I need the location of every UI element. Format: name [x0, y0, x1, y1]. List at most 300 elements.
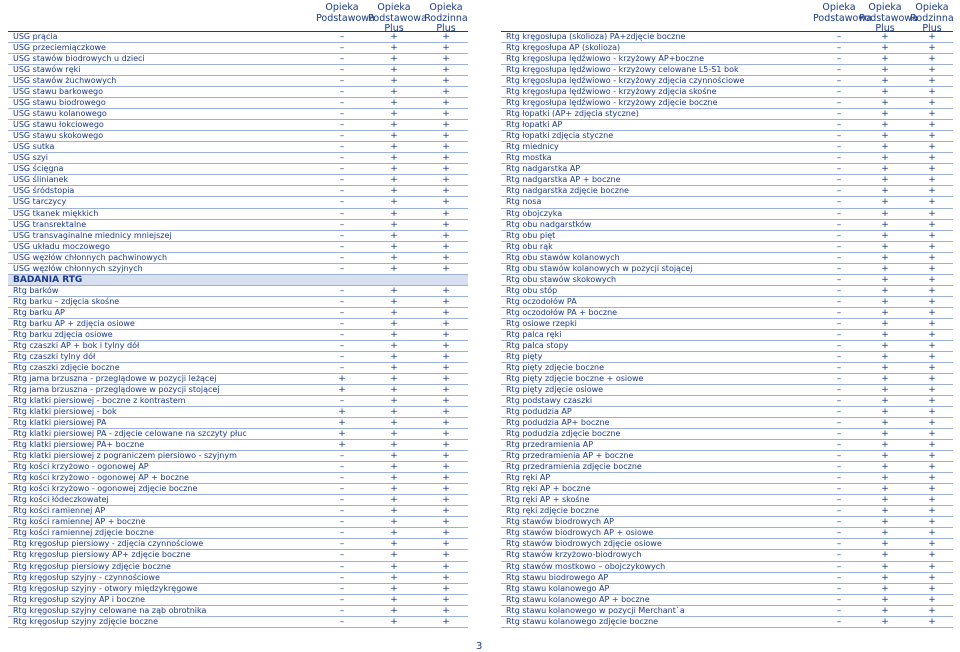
- row-label: Rtg barku AP: [13, 307, 65, 317]
- table-row: [501, 209, 953, 220]
- row-value-3: +: [442, 76, 450, 87]
- left-table-body: [8, 31, 468, 628]
- row-label: Rtg stawu kolanowego w pozycji Merchant`a: [506, 605, 685, 615]
- row-value-3: +: [442, 120, 450, 131]
- row-value-2: +: [390, 451, 398, 462]
- row-label: Rtg czaszki tylny dół: [13, 351, 96, 361]
- row-value-2: +: [390, 87, 398, 98]
- row-label: Rtg jama brzuszna - przeglądowe w pozycji stojącej: [13, 385, 220, 394]
- row-label: USG stawu barkowego: [13, 87, 103, 97]
- table-row: [8, 418, 468, 429]
- row-value-1: –: [836, 362, 842, 373]
- row-value-2: +: [390, 307, 398, 318]
- table-row: [501, 385, 953, 396]
- row-label: Rtg kręgosłup szyjny AP i boczne: [13, 594, 146, 604]
- row-value-1: –: [339, 583, 345, 594]
- row-label: Rtg łopatki (AP+ zdjęcia styczne): [506, 109, 639, 119]
- table-row: [8, 573, 468, 584]
- row-value-1: –: [836, 407, 842, 418]
- row-value-3: +: [442, 186, 450, 197]
- table-row: [8, 264, 468, 275]
- table-row: [8, 231, 468, 242]
- row-value-1: –: [836, 373, 842, 384]
- table-row: [501, 562, 953, 573]
- row-value-3: +: [442, 32, 450, 42]
- table-row: [8, 396, 468, 407]
- row-value-2: +: [390, 208, 398, 219]
- row-label: Rtg stawów mostkowo – obojczykowych: [506, 561, 666, 571]
- row-label: Rtg jama brzuszna - przeglądowe w pozycji leżącej: [13, 373, 217, 383]
- row-label: Rtg nadgarstka AP: [506, 164, 581, 174]
- table-row: [501, 539, 953, 550]
- row-value-3: +: [442, 208, 450, 219]
- row-value-1: –: [339, 396, 345, 407]
- row-value-2: +: [881, 561, 889, 572]
- row-value-2: +: [881, 65, 889, 76]
- row-value-3: +: [442, 197, 450, 208]
- table-row: [501, 308, 953, 319]
- row-value-1: –: [339, 109, 345, 120]
- table-row: [501, 396, 953, 407]
- row-value-3: +: [928, 285, 936, 296]
- row-value-2: +: [390, 605, 398, 616]
- row-value-1: –: [339, 76, 345, 87]
- table-row: [501, 440, 953, 451]
- row-value-1: –: [339, 616, 345, 627]
- right-table-body: [501, 31, 953, 628]
- table-row: [8, 209, 468, 220]
- table-row: [8, 429, 468, 440]
- table-row: [501, 98, 953, 109]
- row-value-2: +: [881, 131, 889, 142]
- header-opieka-podstawowa: Opieka Podstawowa: [316, 2, 375, 24]
- table-row: [501, 32, 953, 43]
- row-value-3: +: [928, 153, 936, 164]
- row-value-2: +: [881, 528, 889, 539]
- page-number: 3: [476, 641, 483, 652]
- table-row: [8, 197, 468, 208]
- row-value-1: –: [339, 550, 345, 561]
- row-value-2: +: [881, 418, 889, 429]
- row-value-1: –: [339, 495, 345, 506]
- table-row: [501, 242, 953, 253]
- table-row: [8, 175, 468, 186]
- table-row: [501, 275, 953, 286]
- table-row: [501, 573, 953, 584]
- row-label: Rtg mostka: [506, 153, 552, 163]
- row-value-3: +: [442, 351, 450, 362]
- row-value-2: +: [390, 164, 398, 175]
- table-row: [501, 484, 953, 495]
- row-label: Rtg barku zdjęcia osiowe: [13, 329, 113, 339]
- row-value-1: –: [339, 605, 345, 616]
- row-label: Rtg kręgosłup piersiowy - zdjęcia czynnościowe: [13, 539, 204, 549]
- row-value-3: +: [442, 263, 450, 274]
- row-value-1: –: [836, 131, 842, 142]
- row-label: Rtg barku AP + zdjęcia osiowe: [13, 318, 135, 328]
- row-label: USG ślinianek: [13, 175, 69, 185]
- row-value-1: –: [339, 219, 345, 230]
- table-row: [501, 286, 953, 297]
- row-value-3: +: [928, 539, 936, 550]
- row-value-2: +: [881, 285, 889, 296]
- row-value-2: +: [881, 495, 889, 506]
- table-row: [8, 495, 468, 506]
- row-value-3: +: [442, 340, 450, 351]
- row-label: USG tarczycy: [13, 197, 67, 207]
- table-row: [501, 473, 953, 484]
- row-value-2: +: [881, 484, 889, 495]
- row-value-1: –: [836, 561, 842, 572]
- row-value-1: –: [339, 594, 345, 605]
- table-row: [501, 131, 953, 142]
- row-label: Rtg obu stawów skokowych: [506, 274, 617, 284]
- row-value-1: –: [339, 473, 345, 484]
- row-value-3: +: [928, 407, 936, 418]
- row-value-1: –: [836, 572, 842, 583]
- row-value-1: –: [339, 241, 345, 252]
- table-row: [501, 550, 953, 561]
- row-value-3: +: [928, 451, 936, 462]
- row-value-1: –: [836, 550, 842, 561]
- row-label: Rtg klatki piersiowej PA - zdjęcie celowane na szczyty płuc: [13, 429, 247, 439]
- row-value-2: +: [881, 594, 889, 605]
- row-label: Rtg podudzia AP+ boczne: [506, 418, 610, 428]
- row-value-1: –: [339, 164, 345, 175]
- row-value-2: +: [390, 373, 398, 384]
- row-value-2: +: [390, 65, 398, 76]
- table-row: [8, 550, 468, 561]
- row-value-1: –: [339, 263, 345, 274]
- row-label: USG stawu skokowego: [13, 131, 104, 141]
- row-value-3: +: [442, 329, 450, 340]
- row-value-2: +: [390, 54, 398, 65]
- row-value-3: +: [442, 528, 450, 539]
- row-value-3: +: [928, 98, 936, 109]
- row-value-3: +: [928, 175, 936, 186]
- row-value-2: +: [390, 186, 398, 197]
- row-value-3: +: [442, 296, 450, 307]
- table-row: [501, 506, 953, 517]
- row-label: Rtg obu rąk: [506, 241, 553, 251]
- row-value-2: +: [390, 98, 398, 109]
- row-value-3: +: [442, 495, 450, 506]
- row-value-1: –: [836, 396, 842, 407]
- row-value-2: +: [390, 340, 398, 351]
- row-label: Rtg miednicy: [506, 142, 559, 152]
- row-value-3: +: [928, 440, 936, 451]
- row-value-2: +: [390, 219, 398, 230]
- table-row: [8, 164, 468, 175]
- row-label: Rtg łopatki AP: [506, 120, 563, 130]
- row-value-3: +: [928, 495, 936, 506]
- row-label: Rtg kręgosłup piersiowy zdjęcie boczne: [13, 561, 171, 571]
- row-value-1: –: [836, 340, 842, 351]
- row-value-1: –: [339, 462, 345, 473]
- row-value-3: +: [442, 572, 450, 583]
- row-value-3: +: [928, 517, 936, 528]
- row-value-2: +: [881, 153, 889, 164]
- row-value-1: –: [836, 197, 842, 208]
- row-label: USG stawów żuchwowych: [13, 76, 117, 86]
- row-value-3: +: [442, 440, 450, 451]
- row-label: Rtg pięty zdjęcie boczne: [506, 362, 605, 372]
- table-row: [501, 142, 953, 153]
- row-value-3: +: [442, 164, 450, 175]
- row-value-3: +: [928, 362, 936, 373]
- row-value-2: +: [390, 252, 398, 263]
- row-value-2: +: [390, 473, 398, 484]
- row-value-1: –: [836, 418, 842, 429]
- table-row: [8, 286, 468, 297]
- row-value-1: –: [339, 54, 345, 65]
- row-value-1: –: [836, 605, 842, 616]
- row-value-3: +: [442, 175, 450, 186]
- row-value-2: +: [881, 517, 889, 528]
- row-value-2: +: [881, 142, 889, 153]
- table-row: [501, 495, 953, 506]
- row-value-2: +: [881, 616, 889, 627]
- row-value-3: +: [928, 506, 936, 517]
- table-row: [501, 330, 953, 341]
- left-table: [8, 0, 468, 628]
- row-value-1: –: [339, 329, 345, 340]
- row-label: Rtg kości łódeczkowatej: [13, 495, 109, 505]
- row-value-2: +: [390, 616, 398, 627]
- row-value-1: –: [836, 506, 842, 517]
- row-value-3: +: [442, 594, 450, 605]
- row-value-1: –: [339, 197, 345, 208]
- row-value-1: –: [836, 307, 842, 318]
- row-label: Rtg palca ręki: [506, 329, 562, 339]
- row-value-1: –: [339, 87, 345, 98]
- row-value-2: +: [390, 109, 398, 120]
- table-row: [501, 65, 953, 76]
- row-label: Rtg obojczyka: [506, 208, 563, 218]
- row-label: Rtg kręgosłupa lędźwiowo - krzyżowy zdjęcia czynnościowe: [506, 76, 745, 86]
- row-value-2: +: [390, 418, 398, 429]
- row-value-1: –: [836, 296, 842, 307]
- row-label: Rtg stawów biodrowych AP: [506, 517, 614, 527]
- row-value-2: +: [390, 572, 398, 583]
- row-value-2: +: [390, 197, 398, 208]
- table-row: [8, 220, 468, 231]
- row-value-3: +: [928, 385, 936, 395]
- row-value-1: –: [339, 120, 345, 131]
- table-row: [501, 76, 953, 87]
- row-value-3: +: [928, 605, 936, 616]
- row-value-2: +: [390, 407, 398, 418]
- row-value-3: +: [442, 43, 450, 54]
- row-value-3: +: [928, 120, 936, 131]
- row-value-1: +: [338, 429, 346, 440]
- table-row: [8, 473, 468, 484]
- row-value-2: +: [881, 164, 889, 175]
- row-value-2: +: [390, 462, 398, 473]
- row-label: Rtg stawu biodrowego AP: [506, 572, 609, 582]
- row-value-2: +: [390, 561, 398, 572]
- table-row: [501, 341, 953, 352]
- row-value-3: +: [928, 164, 936, 175]
- row-value-1: –: [836, 539, 842, 550]
- row-value-2: +: [390, 263, 398, 274]
- table-row: [8, 562, 468, 573]
- row-value-3: +: [442, 87, 450, 98]
- row-value-2: +: [390, 142, 398, 153]
- table-row: [501, 197, 953, 208]
- row-label: Rtg kręgosłupa (skolioza) PA+zdjęcie boczne: [506, 32, 686, 41]
- row-value-2: +: [390, 506, 398, 517]
- row-label: USG śródstopia: [13, 186, 75, 196]
- row-label: USG prącia: [13, 32, 58, 41]
- row-label: Rtg stawu kolanowego AP: [506, 583, 610, 593]
- table-row: [501, 374, 953, 385]
- row-value-1: –: [836, 32, 842, 42]
- row-value-3: +: [442, 219, 450, 230]
- row-label: USG ścięgna: [13, 164, 64, 174]
- row-label: Rtg pięty zdjęcie boczne + osiowe: [506, 373, 644, 383]
- row-label: Rtg kręgosłupa AP (skolioza): [506, 43, 621, 53]
- table-row: [8, 506, 468, 517]
- table-row: [8, 374, 468, 385]
- row-value-2: +: [390, 550, 398, 561]
- row-value-2: +: [390, 285, 398, 296]
- table-row: [8, 341, 468, 352]
- row-value-2: +: [881, 440, 889, 451]
- row-value-1: –: [339, 142, 345, 153]
- table-row: [8, 528, 468, 539]
- row-value-3: +: [928, 43, 936, 54]
- row-value-2: +: [881, 583, 889, 594]
- row-label: Rtg pięty zdjęcie osiowe: [506, 385, 604, 394]
- row-value-1: +: [338, 373, 346, 384]
- row-value-3: +: [442, 396, 450, 407]
- row-value-2: +: [390, 76, 398, 87]
- row-label: Rtg kręgosłup szyjny celowane na ząb obrotnika: [13, 605, 207, 615]
- row-value-3: +: [928, 76, 936, 87]
- row-value-2: +: [881, 230, 889, 241]
- row-label: Rtg obu pięt: [506, 230, 556, 240]
- row-value-3: +: [442, 54, 450, 65]
- table-row: [8, 385, 468, 396]
- row-value-2: +: [390, 329, 398, 340]
- row-value-1: –: [836, 318, 842, 329]
- table-row: [501, 175, 953, 186]
- row-value-1: –: [339, 208, 345, 219]
- row-value-2: +: [881, 208, 889, 219]
- row-value-3: +: [928, 418, 936, 429]
- row-label: Rtg czaszki AP + bok i tylny dół: [13, 340, 140, 350]
- row-value-3: +: [442, 583, 450, 594]
- row-value-2: +: [881, 429, 889, 440]
- table-row: [8, 319, 468, 330]
- row-value-3: +: [442, 230, 450, 241]
- row-value-1: –: [339, 572, 345, 583]
- row-label: Rtg klatki piersiowej - bok: [13, 407, 117, 417]
- table-row: [501, 253, 953, 264]
- row-value-2: +: [881, 197, 889, 208]
- row-value-1: –: [836, 87, 842, 98]
- row-value-1: –: [836, 594, 842, 605]
- row-value-2: +: [390, 594, 398, 605]
- row-value-1: –: [339, 131, 345, 142]
- row-value-3: +: [928, 616, 936, 627]
- row-value-3: +: [442, 473, 450, 484]
- row-value-1: –: [339, 296, 345, 307]
- right-table: [501, 0, 953, 628]
- row-value-3: +: [442, 429, 450, 440]
- row-label: Rtg przedramienia AP: [506, 440, 594, 450]
- row-label: USG tkanek miękkich: [13, 208, 99, 218]
- row-value-2: +: [881, 87, 889, 98]
- row-value-2: +: [881, 263, 889, 274]
- row-value-3: +: [928, 87, 936, 98]
- row-value-2: +: [881, 462, 889, 473]
- row-value-1: –: [836, 429, 842, 440]
- row-label: USG układu moczowego: [13, 241, 110, 251]
- table-row: [501, 517, 953, 528]
- row-label: Rtg kości ramiennej zdjęcie boczne: [13, 528, 154, 538]
- row-value-3: +: [442, 385, 450, 395]
- table-row: [501, 352, 953, 363]
- row-value-1: –: [836, 351, 842, 362]
- table-row: [501, 220, 953, 231]
- row-value-1: –: [836, 142, 842, 153]
- row-value-1: –: [836, 219, 842, 230]
- row-value-2: +: [881, 318, 889, 329]
- table-row: [501, 451, 953, 462]
- row-value-3: +: [928, 186, 936, 197]
- header-opieka-podstawowa: Opieka Podstawowa: [813, 2, 872, 24]
- table-row: [8, 484, 468, 495]
- table-row: [8, 297, 468, 308]
- row-label: Rtg obu stawów kolanowych: [506, 252, 620, 262]
- row-value-3: +: [442, 605, 450, 616]
- row-value-2: +: [390, 484, 398, 495]
- row-value-3: +: [442, 252, 450, 263]
- table-row: [8, 275, 468, 286]
- row-value-3: +: [442, 373, 450, 384]
- table-row: [501, 418, 953, 429]
- row-value-2: +: [390, 440, 398, 451]
- row-value-2: +: [881, 362, 889, 373]
- row-value-1: +: [338, 407, 346, 418]
- row-label: Rtg obu stóp: [506, 285, 558, 295]
- table-row: [501, 606, 953, 617]
- row-value-2: +: [881, 54, 889, 65]
- row-value-1: –: [339, 186, 345, 197]
- row-label: USG stawu biodrowego: [13, 98, 106, 108]
- row-label: Rtg nadgarstka AP + boczne: [506, 175, 621, 185]
- row-label: Rtg oczodołów PA + boczne: [506, 307, 618, 317]
- row-label: Rtg kręgosłup szyjny - czynnościowe: [13, 572, 160, 582]
- row-value-1: –: [339, 484, 345, 495]
- row-value-3: +: [442, 109, 450, 120]
- table-row: [8, 153, 468, 164]
- table-row: [8, 242, 468, 253]
- row-label: Rtg obu stawów kolanowych w pozycji stojącej: [506, 263, 693, 273]
- table-row: [501, 462, 953, 473]
- row-value-1: –: [836, 230, 842, 241]
- row-value-1: –: [339, 517, 345, 528]
- row-value-1: –: [836, 65, 842, 76]
- row-value-3: +: [928, 318, 936, 329]
- row-label: USG węzłów chłonnych pachwinowych: [13, 252, 168, 262]
- table-row: [501, 264, 953, 275]
- row-value-3: +: [442, 462, 450, 473]
- row-value-1: –: [836, 462, 842, 473]
- row-value-1: –: [339, 32, 345, 42]
